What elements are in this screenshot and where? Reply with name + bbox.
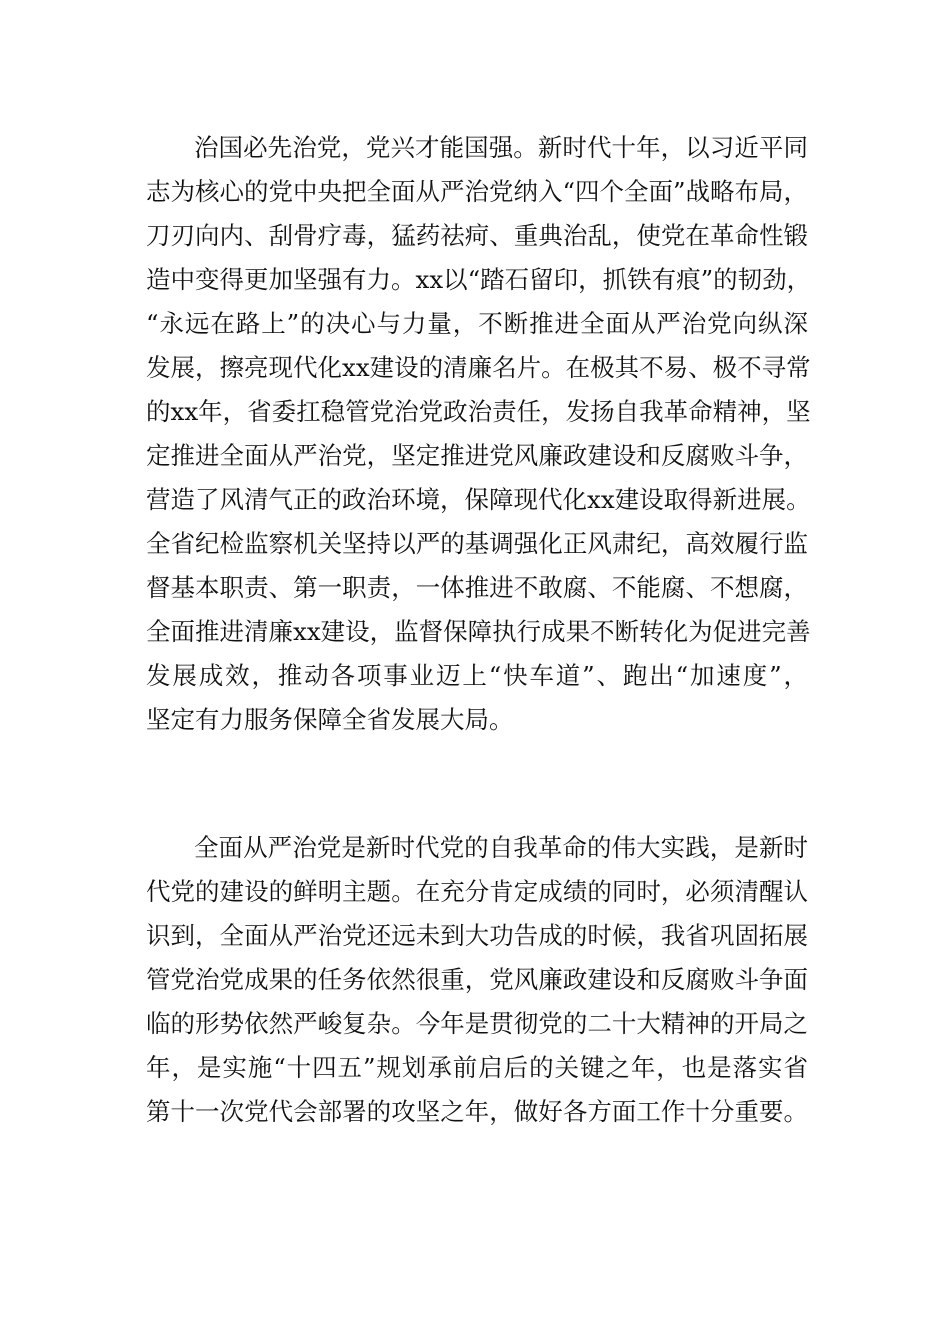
paragraph-2-line-5: 临的形势依然严峻复杂。今年是贯彻党的二十大精神的开局之	[146, 1009, 808, 1038]
paragraph-1-line-12: 全面推进清廉xx建设，监督保障执行成果不断转化为促进完善	[146, 617, 811, 646]
paragraph-2-line-2: 代党的建设的鲜明主题。在充分肯定成绩的同时，必须清醒认	[146, 877, 808, 906]
paragraph-1-line-4: 造中变得更加坚强有力。xx以“踏石留印，抓铁有痕”的韧劲，	[146, 265, 812, 294]
paragraph-1-line-13: 发展成效，推动各项事业迈上“快车道”、跑出“加速度”，	[146, 661, 808, 690]
paragraph-1-line-2: 志为核心的党中央把全面从严治党纳入“四个全面”战略布局，	[146, 177, 809, 206]
paragraph-2-line-4: 管党治党成果的任务依然很重，党风廉政建设和反腐败斗争面	[146, 965, 808, 994]
paragraph-1-line-6: 发展，擦亮现代化xx建设的清廉名片。在极其不易、极不寻常	[146, 353, 811, 382]
paragraph-1-line-5: “永远在路上”的决心与力量，不断推进全面从严治党向纵深	[146, 309, 808, 338]
paragraph-2-line-6: 年，是实施“十四五”规划承前启后的关键之年，也是落实省	[146, 1053, 808, 1082]
paragraph-1-line-8: 定推进全面从严治党，坚定推进党风廉政建设和反腐败斗争，	[146, 441, 808, 470]
paragraph-1-line-7: 的xx年，省委扛稳管党治党政治责任，发扬自我革命精神，坚	[146, 397, 811, 426]
paragraph-1-line-10: 全省纪检监察机关坚持以严的基调强化正风肃纪，高效履行监	[146, 529, 808, 558]
paragraph-1-line-1: 治国必先治党，党兴才能国强。新时代十年，以习近平同	[194, 133, 808, 162]
paragraph-2-line-1: 全面从严治党是新时代党的自我革命的伟大实践，是新时	[194, 833, 808, 862]
paragraph-2-line-7: 第十一次党代会部署的攻坚之年，做好各方面工作十分重要。	[146, 1097, 808, 1126]
paragraph-1-line-3: 刀刃向内、刮骨疗毒，猛药祛疴、重典治乱，使党在革命性锻	[146, 221, 808, 250]
paragraph-1-line-14: 坚定有力服务保障全省发展大局。	[146, 705, 514, 734]
paragraph-2-line-3: 识到，全面从严治党还远未到大功告成的时候，我省巩固拓展	[146, 921, 808, 950]
paragraph-1-line-11: 督基本职责、第一职责，一体推进不敢腐、不能腐、不想腐，	[146, 573, 808, 602]
paragraph-1-line-9: 营造了风清气正的政治环境，保障现代化xx建设取得新进展。	[146, 485, 811, 514]
